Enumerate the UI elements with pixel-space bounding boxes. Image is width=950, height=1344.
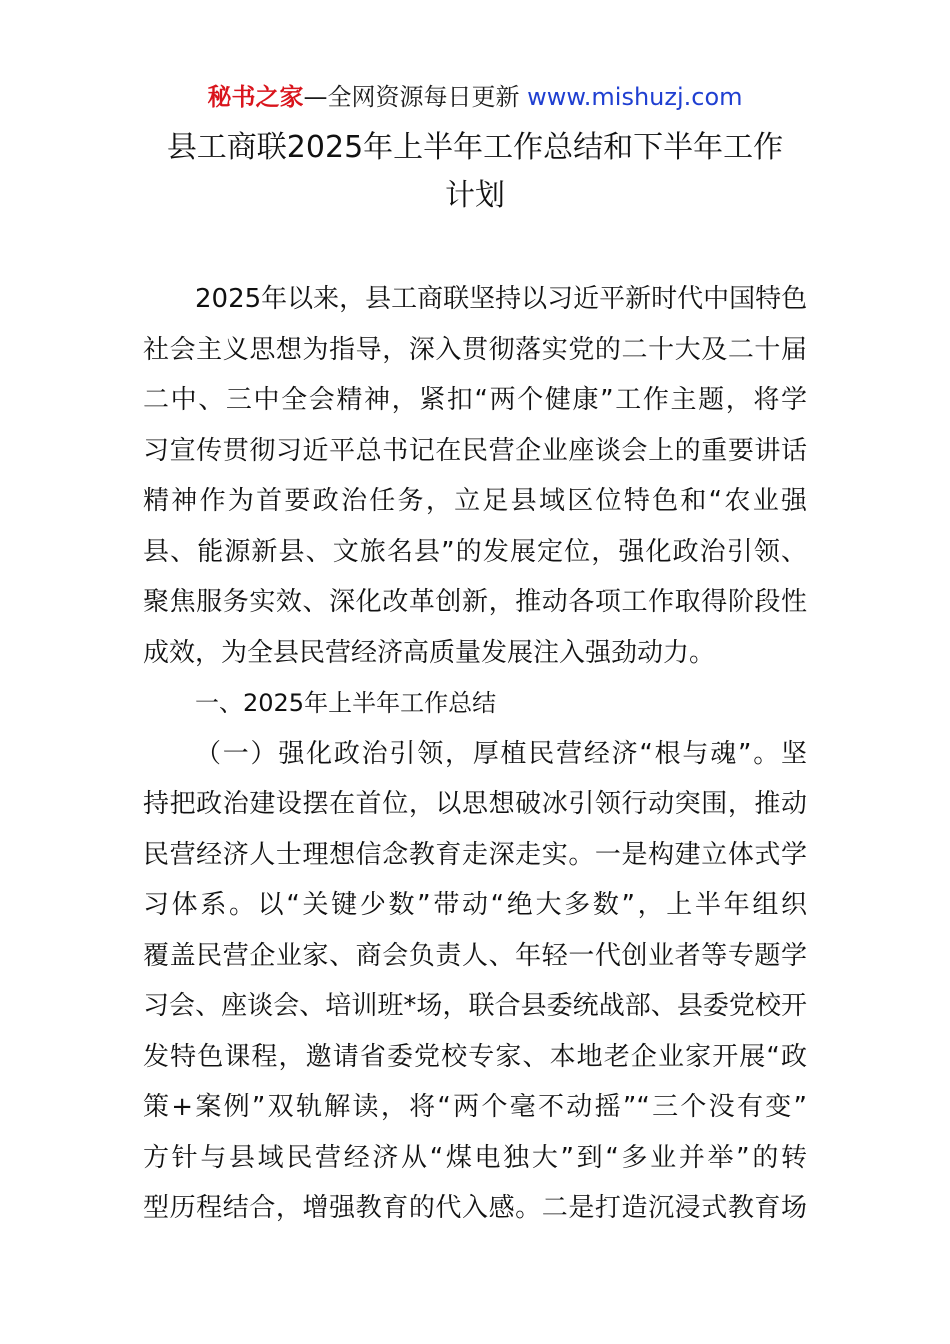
section-para-line: 民营经济人士理想信念教育走深走实。一是构建立体式学 <box>143 839 807 870</box>
intro-line: 2025年以来，县工商联坚持以习近平新时代中国特色 <box>195 284 808 314</box>
section-para-line: 习体系。以“关键少数”带动“绝大多数”，上半年组织 <box>143 890 807 920</box>
site-url-link[interactable]: www.mishuzj.com <box>527 83 743 111</box>
section-para-line: 习会、座谈会、培训班*场，联合县委统战部、县委党校开 <box>143 991 807 1021</box>
intro-line: 习宣传贯彻习近平总书记在民营企业座谈会上的重要讲话 <box>143 435 807 466</box>
site-slogan: —全网资源每日更新 <box>303 83 520 111</box>
document-title <box>0 124 950 220</box>
intro-line: 成效，为全县民营经济高质量发展注入强劲动力。 <box>143 637 716 668</box>
section-para-line: 方针与县域民营经济从“煤电独大”到“多业并举”的转 <box>143 1142 807 1173</box>
brand-name: 秘书之家 <box>207 83 304 111</box>
title-line-2: 计划 <box>445 178 505 213</box>
section-para-line: 型历程结合，增强教育的代入感。二是打造沉浸式教育场 <box>143 1193 807 1223</box>
intro-line: 县、能源新县、文旅名县”的发展定位，强化政治引领、 <box>143 536 807 567</box>
intro-line: 二中、三中全会精神，紧扣“两个健康”工作主题，将学 <box>143 385 807 415</box>
section-para-line: 覆盖民营企业家、商会负责人、年轻一代创业者等专题学 <box>143 940 807 971</box>
title-line-1: 县工商联2025年上半年工作总结和下半年工作 <box>166 130 784 165</box>
section-para-line: （一）强化政治引领，厚植民营经济“根与魂”。坚 <box>195 738 807 769</box>
site-header <box>0 80 950 114</box>
section-para-line: 持把政治建设摆在首位，以思想破冰引领行动突围，推动 <box>143 789 807 819</box>
intro-line: 聚焦服务实效、深化改革创新，推动各项工作取得阶段性 <box>143 587 807 617</box>
section-para-line: 策+案例”双轨解读，将“两个毫不动摇”“三个没有变” <box>143 1092 807 1122</box>
intro-line: 社会主义思想为指导，深入贯彻落实党的二十大及二十届 <box>143 334 807 365</box>
section-para-line: 发特色课程，邀请省委党校专家、本地老企业家开展“政 <box>143 1041 807 1072</box>
document-body <box>143 274 807 1234</box>
section-heading: 一、2025年上半年工作总结 <box>195 689 497 717</box>
intro-line: 精神作为首要政治任务，立足县域区位特色和“农业强 <box>143 486 807 516</box>
